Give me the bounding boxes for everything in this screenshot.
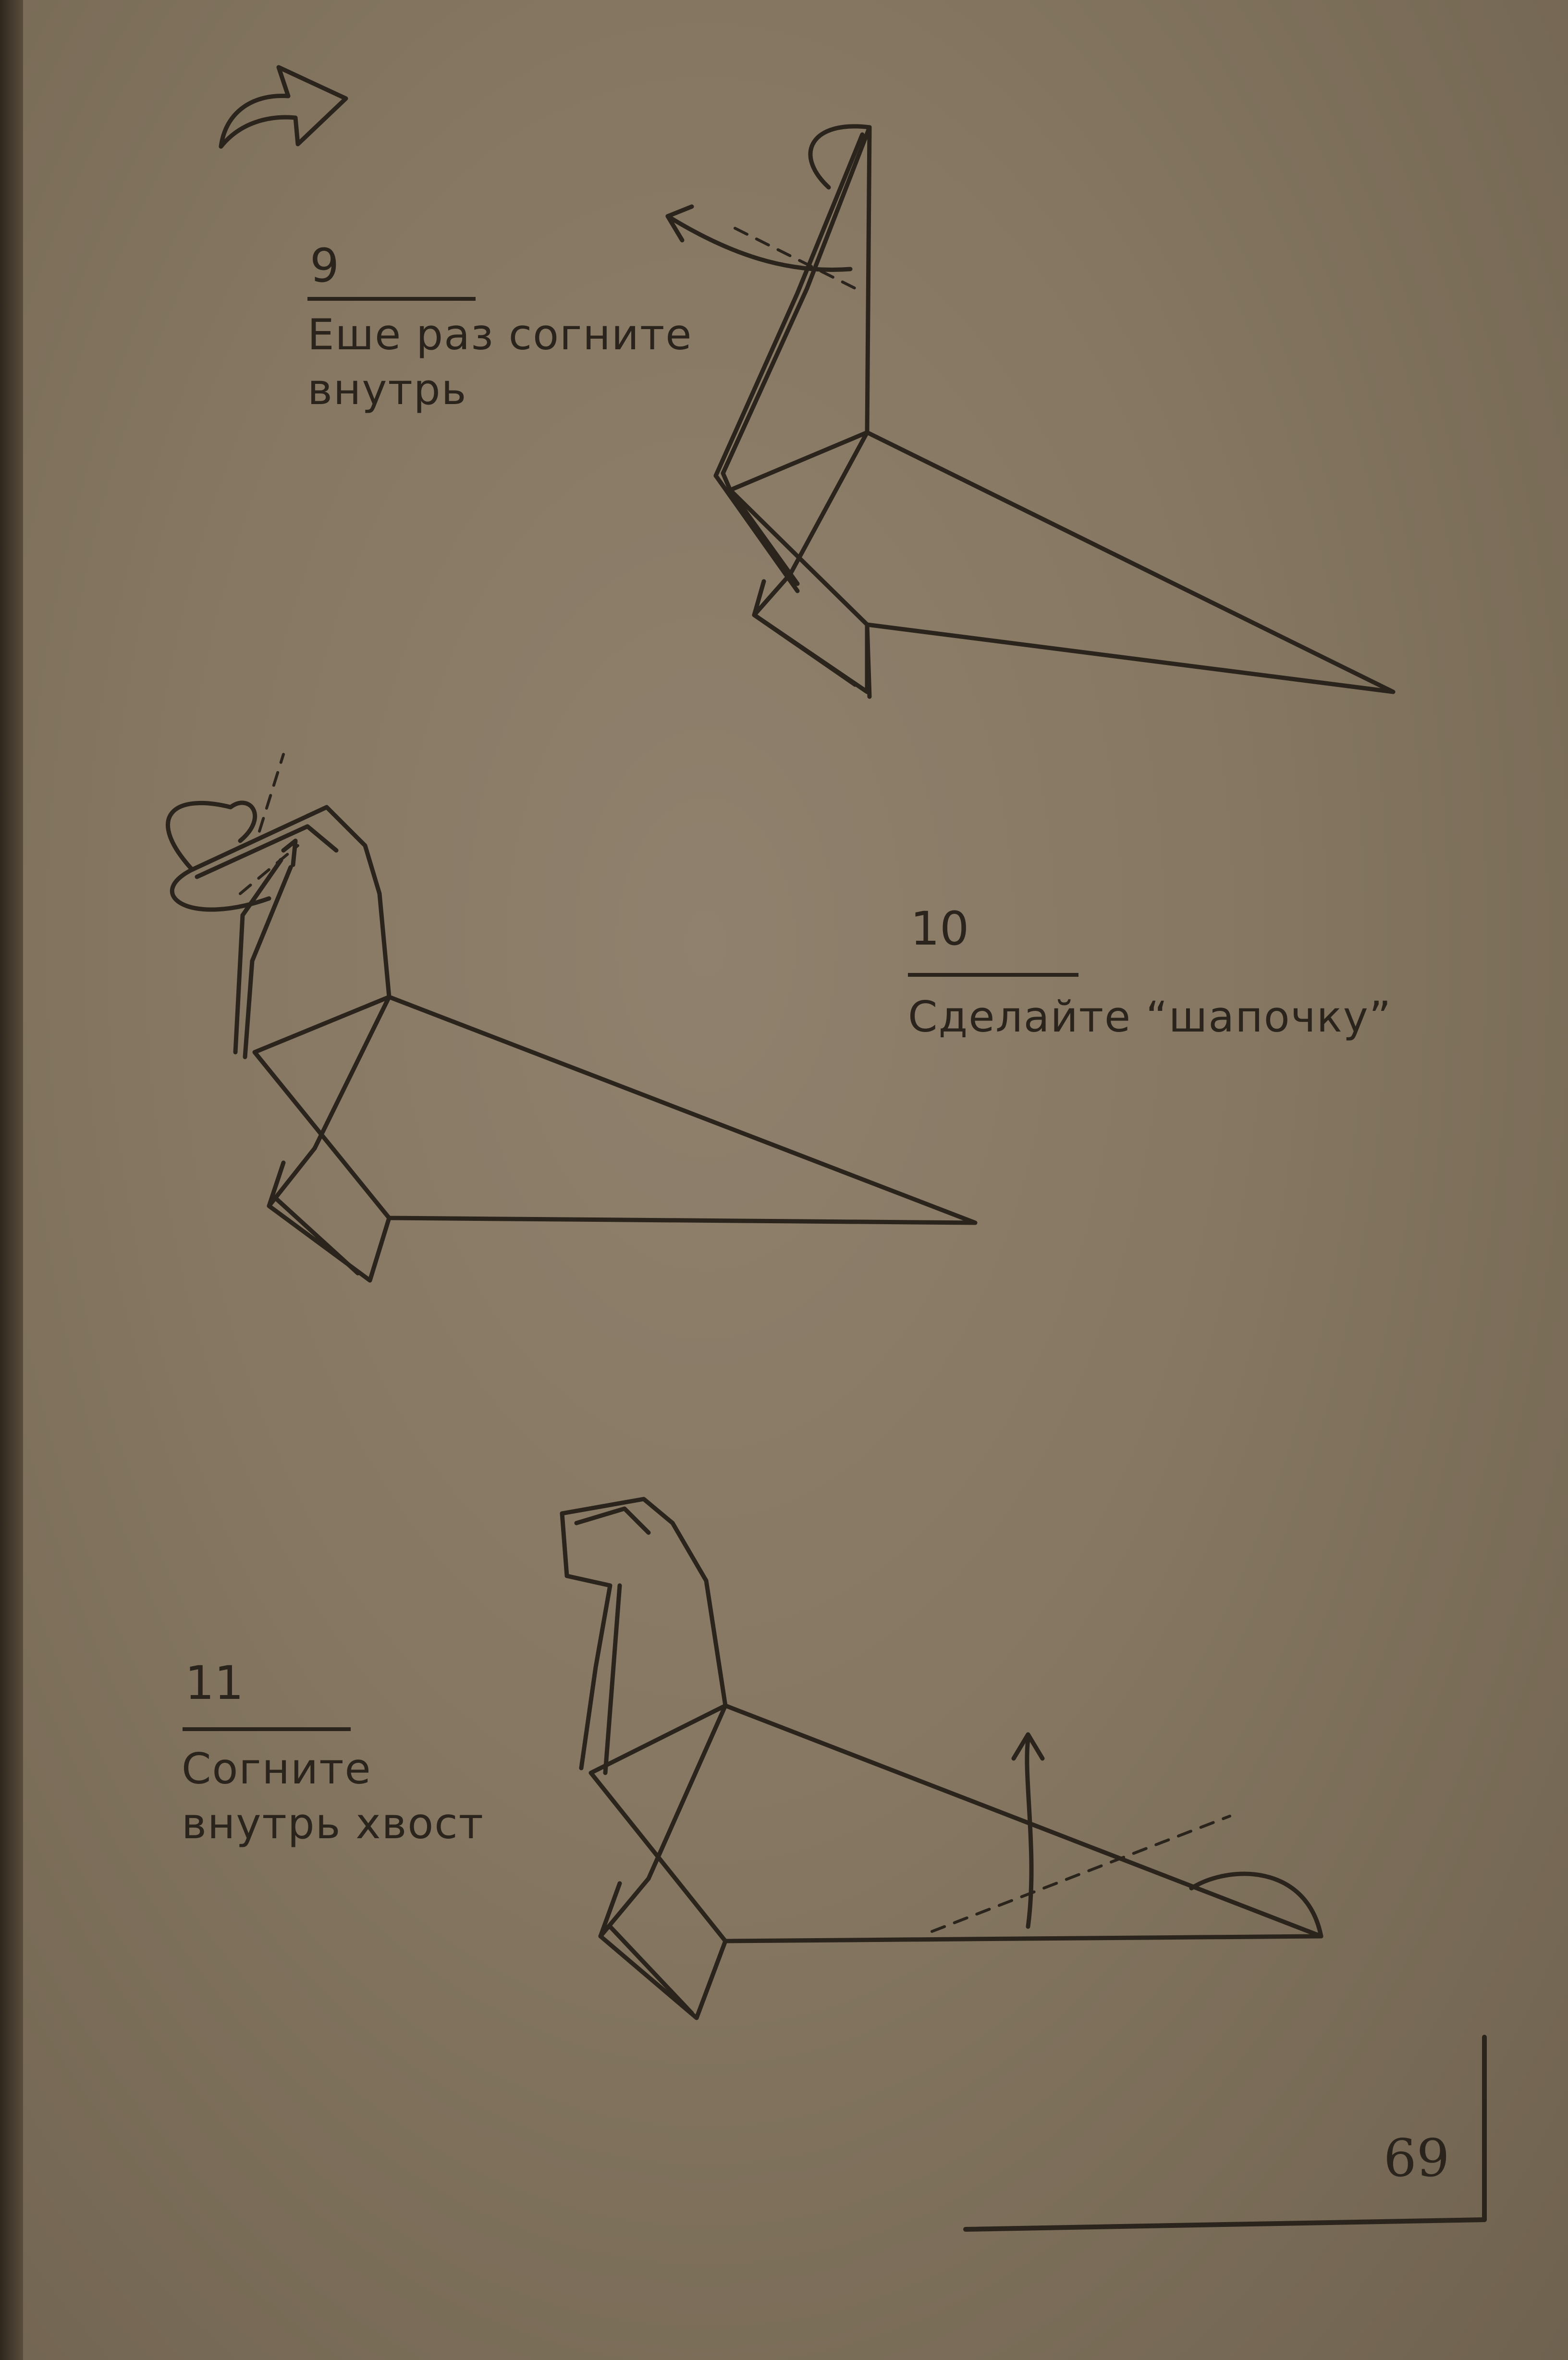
step-10-number: 10 [910,902,969,956]
step-10-figure [168,754,975,1280]
step-9-rule [307,297,476,301]
step-9-instruction: Еше раз согните внутрь [307,310,693,415]
curved-arrow-icon [221,67,346,147]
step-9-figure [668,126,1393,697]
step-9-number: 9 [310,239,340,293]
step-11-number: 11 [185,1656,244,1710]
step-11-instruction: Согните внутрь хвост [182,1744,484,1849]
page-number: 69 [1384,2128,1450,2188]
step-11-rule [183,1727,351,1731]
step-10-instruction: Сделайте “шапочку” [908,992,1392,1042]
step-11-figure [562,1499,1321,2018]
step-10-rule [908,973,1078,977]
